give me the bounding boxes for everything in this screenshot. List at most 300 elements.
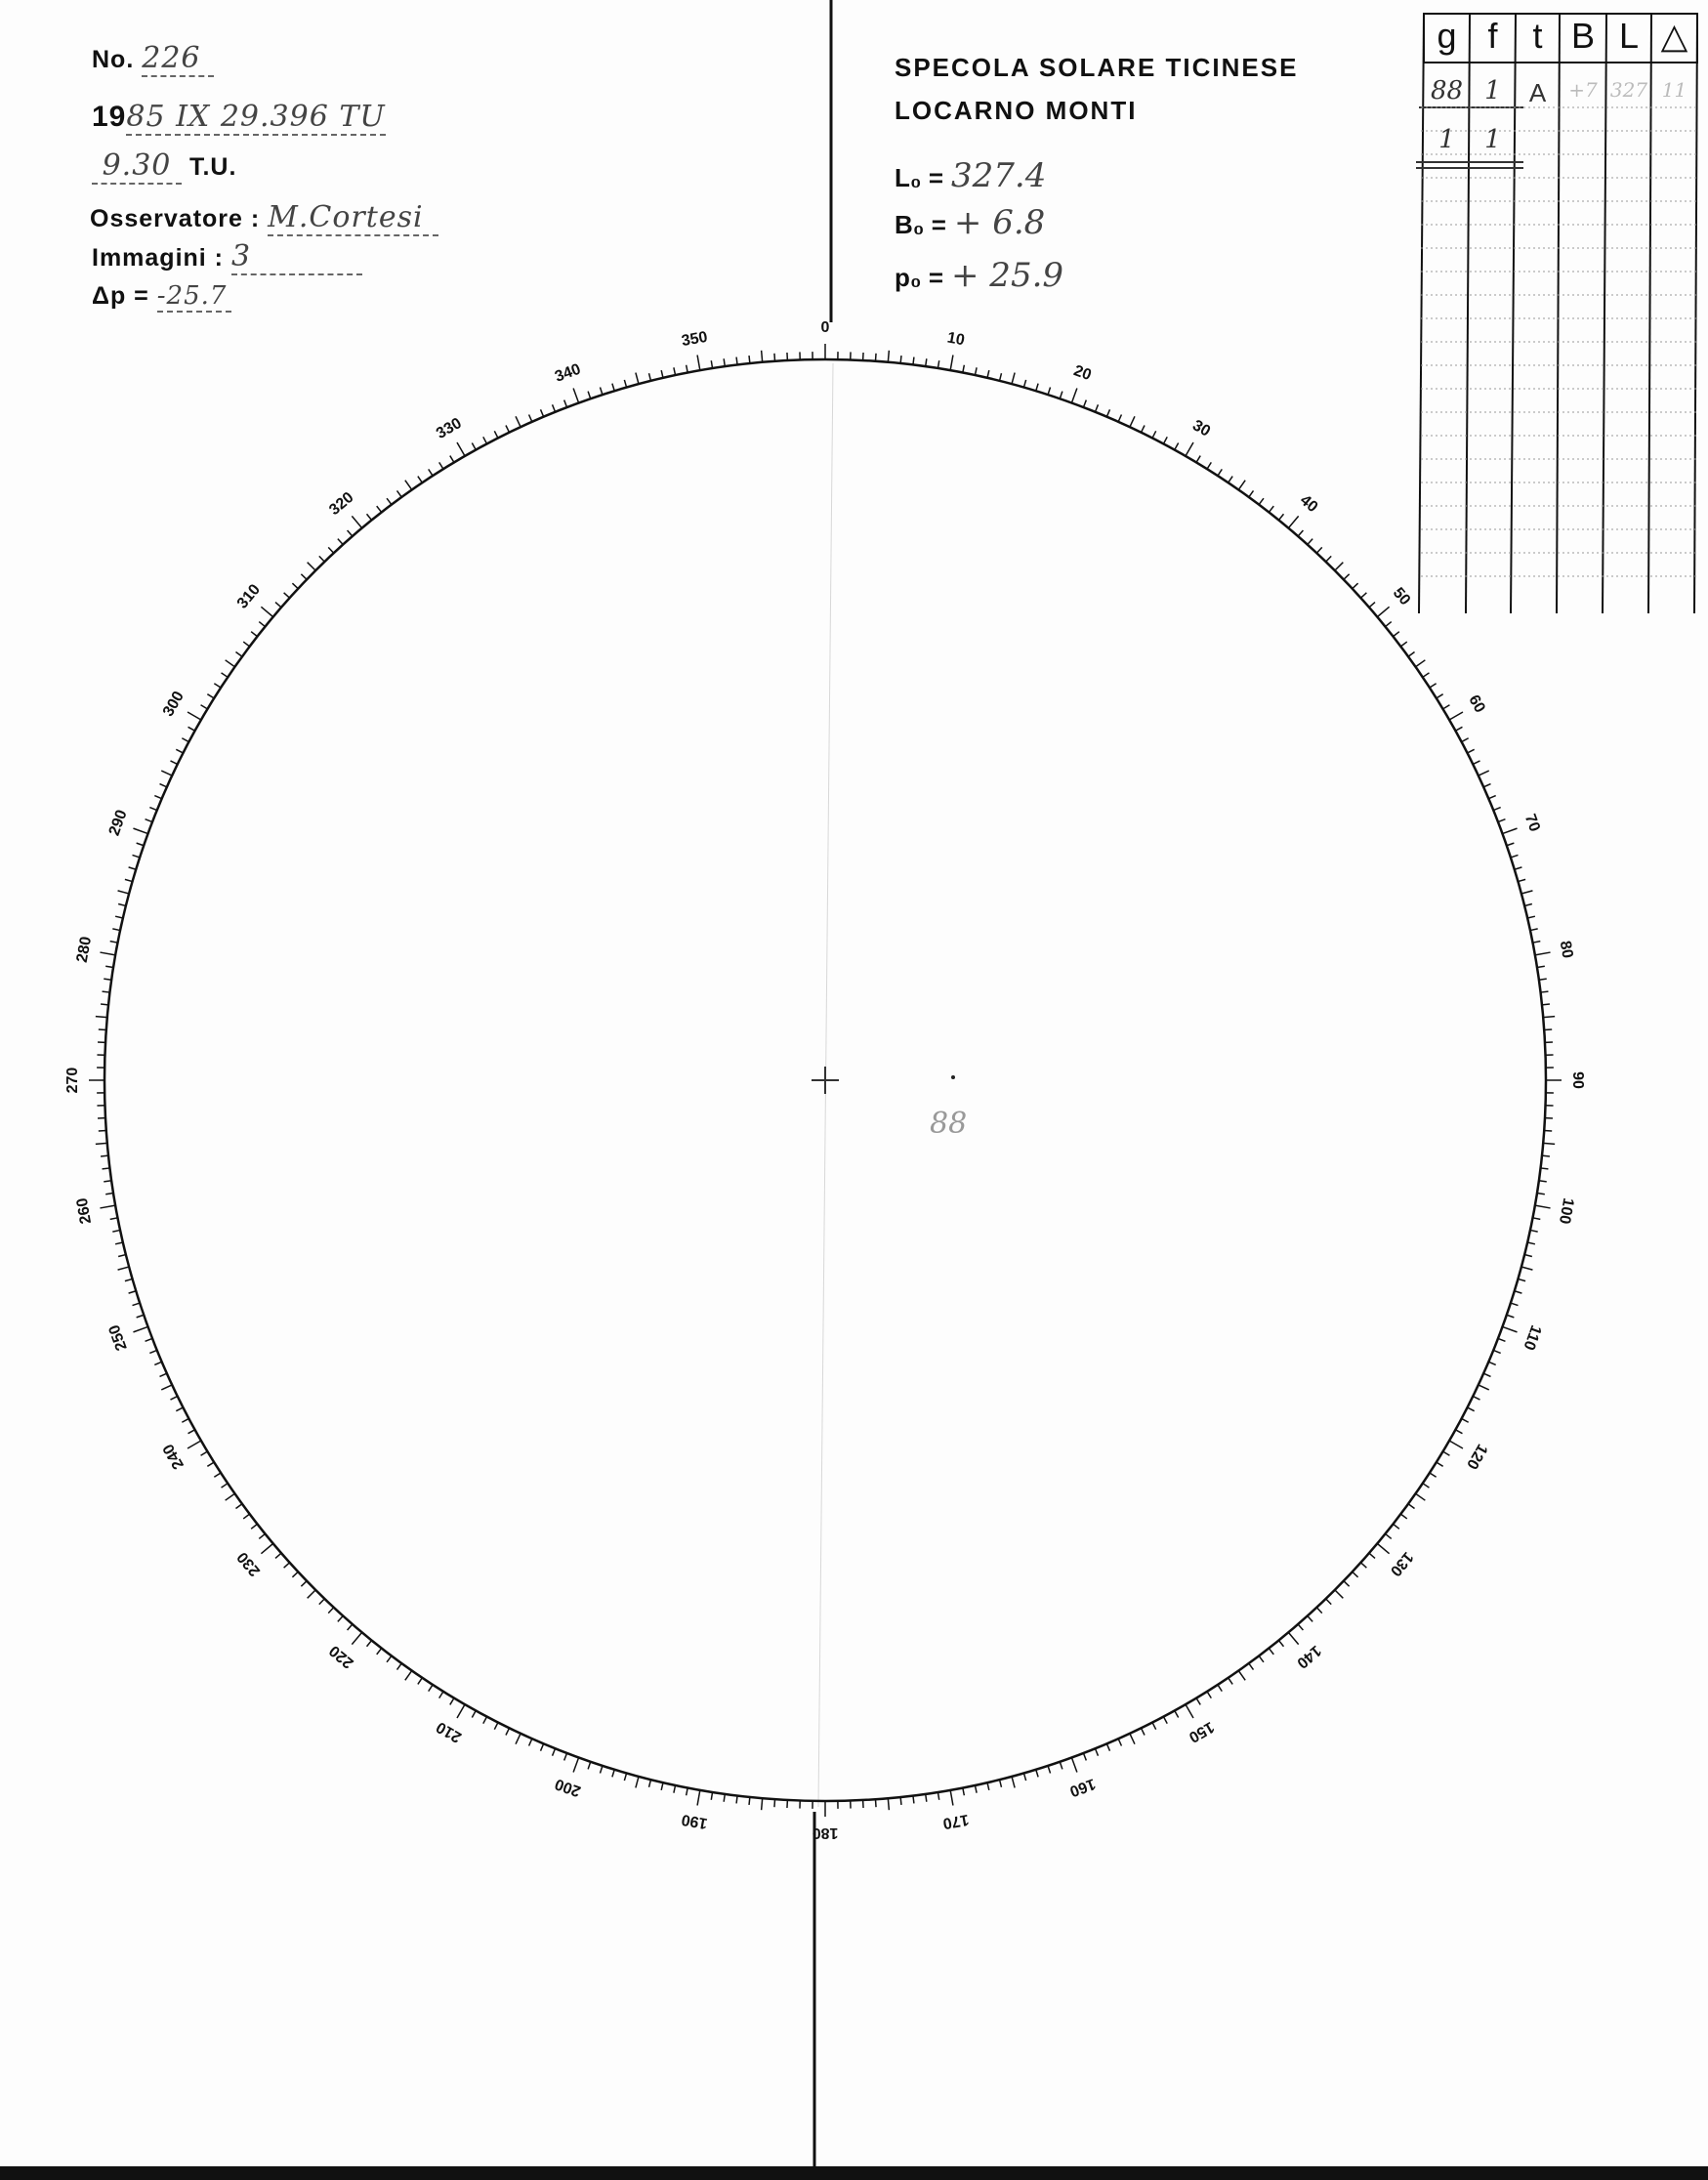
angle-tick: [937, 360, 938, 368]
angle-tick: [506, 1728, 510, 1735]
angle-tick: [182, 738, 188, 742]
angle-tick: [1095, 404, 1098, 411]
angle-tick: [129, 867, 137, 869]
sunspot-group-88: [951, 1075, 955, 1079]
angle-tick: [201, 705, 208, 709]
angle-tick: [367, 514, 372, 520]
angle-label-250: 250: [105, 1321, 131, 1353]
angle-tick: [1335, 1590, 1343, 1598]
angle-tick: [1498, 1338, 1505, 1341]
angle-tick: [1229, 477, 1232, 483]
angle-tick: [1437, 694, 1443, 698]
angle-tick: [1308, 539, 1312, 545]
angle-tick: [308, 563, 315, 570]
angle-tick: [687, 1787, 688, 1795]
angle-tick: [724, 1794, 725, 1802]
angle-tick: [1095, 1748, 1098, 1755]
angle-tick: [541, 409, 544, 416]
angle-tick: [724, 358, 725, 366]
angle-tick: [1521, 891, 1533, 894]
angle-tick: [1540, 991, 1548, 992]
angle-tick: [937, 1792, 938, 1800]
angle-tick: [661, 370, 663, 378]
angle-tick: [243, 642, 249, 647]
angle-tick: [154, 796, 161, 799]
angle-tick: [222, 1484, 229, 1488]
angle-tick: [418, 1678, 422, 1685]
angle-tick: [301, 574, 307, 580]
angle-tick: [176, 1407, 183, 1411]
angle-label-210: 210: [434, 1718, 465, 1746]
angle-tick: [1408, 652, 1414, 657]
angle-tick: [284, 593, 290, 598]
angle-label-270: 270: [64, 1067, 82, 1094]
angle-tick: [888, 351, 889, 362]
angle-tick: [1498, 819, 1505, 822]
angle-tick: [697, 1790, 700, 1806]
angle-tick: [214, 684, 221, 688]
angle-tick: [649, 1780, 651, 1787]
angle-tick: [1369, 603, 1375, 608]
angle-tick: [146, 819, 152, 822]
angle-tick: [352, 1632, 361, 1644]
angle-tick: [1515, 1291, 1522, 1293]
angle-tick: [1060, 392, 1062, 399]
angle-tick: [284, 1563, 290, 1568]
angle-label-90: 90: [1568, 1071, 1586, 1089]
angle-tick: [553, 1748, 556, 1755]
angle-tick: [711, 1792, 712, 1800]
b0-field: [895, 203, 1045, 242]
angle-tick: [926, 1794, 927, 1802]
angle-tick: [1473, 761, 1479, 765]
angle-tick: [1249, 490, 1254, 496]
angle-tick: [1535, 952, 1551, 955]
angle-tick: [1083, 1753, 1086, 1760]
angle-tick: [697, 355, 700, 370]
angle-label-240: 240: [159, 1441, 187, 1472]
angle-tick: [950, 355, 953, 370]
angle-tick: [1344, 1581, 1350, 1587]
angle-tick: [1449, 1441, 1463, 1448]
angle-tick: [352, 516, 361, 527]
angle-tick: [1527, 916, 1535, 918]
angle-tick: [506, 425, 510, 432]
angle-tick: [1416, 660, 1426, 667]
angle-tick: [328, 547, 333, 553]
angle-tick: [564, 400, 567, 407]
institution-line1: SPECOLA SOLARE TICINESE: [895, 53, 1299, 82]
angle-tick: [457, 442, 465, 456]
angle-tick: [439, 462, 443, 469]
angle-tick: [96, 1017, 107, 1018]
angle-tick: [1071, 388, 1076, 402]
angle-tick: [1537, 966, 1545, 967]
angle-tick: [159, 784, 166, 787]
angle-tick: [1544, 1029, 1552, 1030]
table-cell-delta-1: 11: [1661, 78, 1687, 102]
angle-tick: [1443, 705, 1450, 709]
angle-label-340: 340: [553, 360, 584, 386]
angle-tick: [564, 1753, 567, 1760]
angle-tick: [319, 1599, 325, 1605]
angle-label-80: 80: [1556, 940, 1576, 960]
angle-tick: [1473, 1397, 1479, 1401]
angle-tick: [1507, 1315, 1515, 1318]
angle-label-280: 280: [73, 935, 96, 964]
angle-tick: [1316, 547, 1321, 553]
angle-tick: [749, 356, 750, 363]
angle-tick: [439, 1692, 443, 1698]
angle-tick: [1335, 563, 1343, 570]
angle-tick: [457, 1704, 465, 1718]
angle-tick: [674, 1785, 676, 1793]
angle-label-160: 160: [1066, 1775, 1098, 1800]
angle-tick: [875, 354, 876, 361]
b0-label: B₀ =: [895, 210, 946, 239]
angle-tick: [1394, 632, 1399, 637]
angle-tick: [1539, 1181, 1547, 1182]
angle-label-330: 330: [434, 414, 465, 442]
angle-tick: [1048, 1766, 1050, 1774]
table-cell-g-1: 88: [1430, 76, 1464, 105]
angle-tick: [541, 1743, 544, 1750]
angle-label-230: 230: [233, 1548, 265, 1579]
angle-tick: [275, 1553, 281, 1558]
angle-tick: [494, 431, 498, 438]
angle-tick: [1527, 1242, 1535, 1244]
angle-tick: [1543, 1017, 1555, 1018]
time-value: 9.30: [92, 148, 182, 185]
angle-tick: [338, 1615, 343, 1621]
angle-tick: [1462, 738, 1469, 742]
table-total-f: 1: [1484, 125, 1501, 154]
angle-tick: [338, 539, 343, 545]
angle-tick: [226, 660, 235, 667]
angle-tick: [472, 1710, 476, 1717]
angle-tick: [1479, 1385, 1489, 1390]
angle-tick: [1524, 1255, 1532, 1257]
angle-tick: [1353, 1572, 1358, 1576]
angle-tick: [1488, 796, 1495, 799]
angle-tick: [100, 1205, 115, 1208]
table-cell-l-1: 327: [1609, 78, 1648, 102]
angle-tick: [1163, 1717, 1167, 1724]
angle-tick: [1400, 642, 1406, 647]
angle-tick: [553, 404, 556, 411]
angle-tick: [1493, 1350, 1500, 1353]
angle-tick: [1118, 414, 1121, 421]
angle-tick: [275, 603, 281, 608]
angle-tick: [1493, 808, 1500, 811]
angle-tick: [1394, 1524, 1399, 1529]
angle-tick: [251, 1524, 257, 1529]
delta-p-field: [92, 281, 231, 313]
angle-tick: [1036, 384, 1038, 392]
b0-value: + 6.8: [953, 203, 1046, 242]
table-cell-t-1: A: [1528, 78, 1547, 107]
angle-tick: [222, 673, 229, 677]
angle-tick: [1207, 462, 1211, 469]
angle-tick: [1386, 622, 1392, 627]
angle-tick: [1377, 607, 1389, 616]
angle-tick: [472, 443, 476, 450]
angle-tick: [243, 1514, 249, 1519]
angle-tick: [1175, 443, 1179, 450]
angle-tick: [975, 1785, 977, 1793]
angle-tick: [397, 490, 402, 496]
delta-p-label: Δp =: [92, 282, 149, 310]
angle-label-100: 100: [1555, 1196, 1577, 1226]
angle-tick: [429, 1685, 433, 1692]
angle-tick: [1502, 1326, 1517, 1331]
angle-tick: [1060, 1762, 1062, 1770]
angle-tick: [170, 761, 177, 765]
angle-tick: [612, 384, 614, 392]
angle-tick: [529, 414, 532, 421]
angle-tick: [1483, 1373, 1490, 1376]
angle-tick: [1023, 380, 1025, 388]
angle-tick: [348, 1624, 353, 1630]
angle-tick: [875, 1799, 876, 1807]
angle-label-320: 320: [326, 488, 357, 520]
angle-tick: [115, 1242, 123, 1244]
angle-tick: [1278, 1641, 1283, 1647]
angle-tick: [1106, 1743, 1109, 1750]
angle-tick: [170, 1397, 177, 1401]
date-field: [92, 100, 386, 136]
angle-tick: [1530, 929, 1538, 931]
angle-tick: [1542, 1004, 1550, 1005]
angle-tick: [101, 1155, 108, 1156]
angle-tick: [1532, 1218, 1540, 1220]
angle-tick: [201, 1451, 208, 1455]
angle-tick: [1515, 867, 1522, 869]
angle-label-60: 60: [1465, 692, 1488, 716]
angle-tick: [397, 1663, 402, 1669]
number-label: No.: [92, 46, 135, 73]
angle-tick: [1416, 1493, 1426, 1500]
images-value: 3: [231, 239, 362, 275]
table-total-g: 1: [1438, 125, 1455, 154]
angle-tick: [259, 622, 265, 627]
angle-tick: [926, 358, 927, 366]
angle-tick: [1537, 1193, 1545, 1194]
angle-tick: [188, 727, 195, 731]
angle-label-40: 40: [1296, 491, 1321, 517]
angle-tick: [125, 1279, 133, 1280]
angle-label-30: 30: [1189, 417, 1214, 440]
angle-tick: [319, 556, 325, 562]
angle-tick: [963, 1787, 965, 1795]
number-value: 226: [142, 41, 214, 77]
angle-tick: [588, 1762, 591, 1770]
angle-tick: [1249, 1663, 1254, 1669]
angle-tick: [292, 583, 298, 588]
angle-tick: [1152, 1723, 1156, 1730]
angle-tick: [1238, 481, 1245, 490]
angle-tick: [1259, 1656, 1264, 1661]
angle-tick: [137, 843, 145, 846]
date-value: 85 IX 29.396 TU: [126, 100, 386, 134]
group-label: 88: [930, 1107, 968, 1141]
angle-tick: [348, 530, 353, 536]
angle-tick: [1298, 530, 1303, 536]
angle-tick: [1259, 498, 1264, 504]
angle-tick: [1083, 400, 1086, 407]
angle-tick: [429, 469, 433, 476]
table-header-f: f: [1487, 16, 1498, 56]
angle-tick: [96, 1143, 107, 1144]
angle-tick: [1207, 1692, 1211, 1698]
angle-tick: [1455, 1430, 1462, 1434]
angle-tick: [182, 1418, 188, 1422]
images-label: Immagini :: [92, 244, 225, 272]
angle-tick: [154, 1362, 161, 1364]
angle-tick: [1326, 1599, 1332, 1605]
angle-label-130: 130: [1386, 1548, 1417, 1579]
angle-tick: [1288, 516, 1298, 527]
table-header-delta: △: [1660, 16, 1688, 56]
angle-tick: [1186, 1704, 1193, 1718]
angle-tick: [1400, 1514, 1406, 1519]
angle-tick: [1449, 712, 1463, 720]
angle-tick: [1269, 1649, 1273, 1655]
angle-tick: [1106, 409, 1109, 416]
angle-tick: [1430, 684, 1437, 688]
angle-tick: [125, 879, 133, 881]
angle-label-300: 300: [159, 689, 187, 720]
angle-tick: [1455, 727, 1462, 731]
p0-field: [895, 256, 1063, 295]
angle-tick: [118, 891, 130, 894]
angle-tick: [1511, 1303, 1519, 1305]
angle-label-170: 170: [941, 1810, 971, 1832]
angle-tick: [261, 1543, 272, 1553]
angle-tick: [1316, 1608, 1321, 1614]
angle-tick: [118, 1255, 126, 1257]
angle-tick: [99, 1029, 106, 1030]
l0-label: L₀ =: [895, 163, 944, 192]
angle-tick: [1308, 1615, 1312, 1621]
angle-tick: [1360, 1563, 1366, 1568]
angle-tick: [1518, 879, 1525, 881]
angle-tick: [913, 1795, 914, 1803]
angle-label-120: 120: [1463, 1441, 1491, 1472]
angle-tick: [161, 1385, 172, 1390]
angle-tick: [1218, 1685, 1222, 1692]
angle-tick: [251, 632, 257, 637]
table-header-b: B: [1570, 16, 1595, 56]
angle-tick: [612, 1770, 614, 1778]
angle-tick: [963, 365, 965, 373]
angle-tick: [100, 952, 115, 955]
table-header-g: g: [1437, 16, 1457, 56]
angle-tick: [494, 1723, 498, 1730]
table-header-l: L: [1618, 16, 1640, 56]
angle-tick: [588, 392, 591, 399]
angle-tick: [1071, 1757, 1076, 1772]
angle-tick: [1502, 828, 1517, 833]
p0-label: p₀ =: [895, 263, 944, 292]
angle-tick: [1229, 1678, 1232, 1685]
angle-label-10: 10: [945, 329, 966, 350]
angle-tick: [235, 652, 241, 657]
angle-tick: [1468, 1407, 1475, 1411]
angle-tick: [711, 360, 712, 368]
angle-tick: [1437, 1462, 1443, 1466]
angle-tick: [1408, 1504, 1414, 1509]
angle-tick: [1360, 593, 1366, 598]
date-printed: 19: [92, 101, 127, 133]
images-field: [92, 239, 362, 275]
angle-tick: [1130, 416, 1135, 427]
angle-tick: [110, 1218, 118, 1220]
institution-line2: LOCARNO MONTI: [895, 96, 1138, 125]
angle-tick: [774, 354, 775, 361]
angle-tick: [636, 373, 639, 385]
angle-tick: [133, 1326, 147, 1331]
angle-tick: [301, 1581, 307, 1587]
angle-tick: [1488, 1362, 1495, 1364]
table-cell-b-1: +7: [1568, 78, 1598, 102]
angle-tick: [450, 1698, 454, 1705]
angle-tick: [774, 1799, 775, 1807]
angle-tick: [367, 1641, 372, 1647]
angle-tick: [115, 916, 123, 918]
angle-tick: [1532, 942, 1540, 943]
angle-tick: [1142, 425, 1146, 432]
angle-tick: [649, 373, 651, 381]
delta-p-value: -25.7: [157, 281, 231, 313]
angle-tick: [387, 498, 392, 504]
angle-tick: [405, 1671, 412, 1681]
angle-tick: [259, 1533, 265, 1538]
angle-tick: [687, 365, 688, 373]
angle-tick: [888, 1798, 889, 1810]
angle-tick: [1196, 1698, 1200, 1705]
angle-tick: [1462, 1418, 1469, 1422]
angle-tick: [483, 1717, 487, 1724]
angle-tick: [103, 991, 110, 992]
angle-tick: [1479, 771, 1489, 776]
angle-tick: [207, 1462, 214, 1466]
angle-tick: [736, 1795, 737, 1803]
angle-tick: [112, 1230, 120, 1232]
angle-tick: [674, 367, 676, 375]
angle-tick: [1012, 1777, 1015, 1788]
angle-label-350: 350: [680, 328, 709, 351]
angle-tick: [1369, 1553, 1375, 1558]
angle-label-110: 110: [1520, 1322, 1545, 1353]
angle-tick: [1186, 442, 1193, 456]
angle-tick: [188, 1430, 195, 1434]
angle-tick: [1507, 843, 1515, 846]
angle-tick: [1443, 1451, 1450, 1455]
angle-tick: [118, 1267, 130, 1270]
angle-label-260: 260: [73, 1196, 96, 1226]
angle-tick: [377, 506, 382, 512]
angle-tick: [1000, 373, 1002, 381]
angle-tick: [762, 351, 763, 362]
angle-tick: [573, 388, 578, 402]
angle-tick: [308, 1590, 315, 1598]
angle-tick: [1000, 1780, 1002, 1787]
number-field: [92, 41, 214, 77]
angle-tick: [104, 979, 111, 980]
angle-tick: [636, 1777, 639, 1788]
angle-tick: [112, 929, 120, 931]
